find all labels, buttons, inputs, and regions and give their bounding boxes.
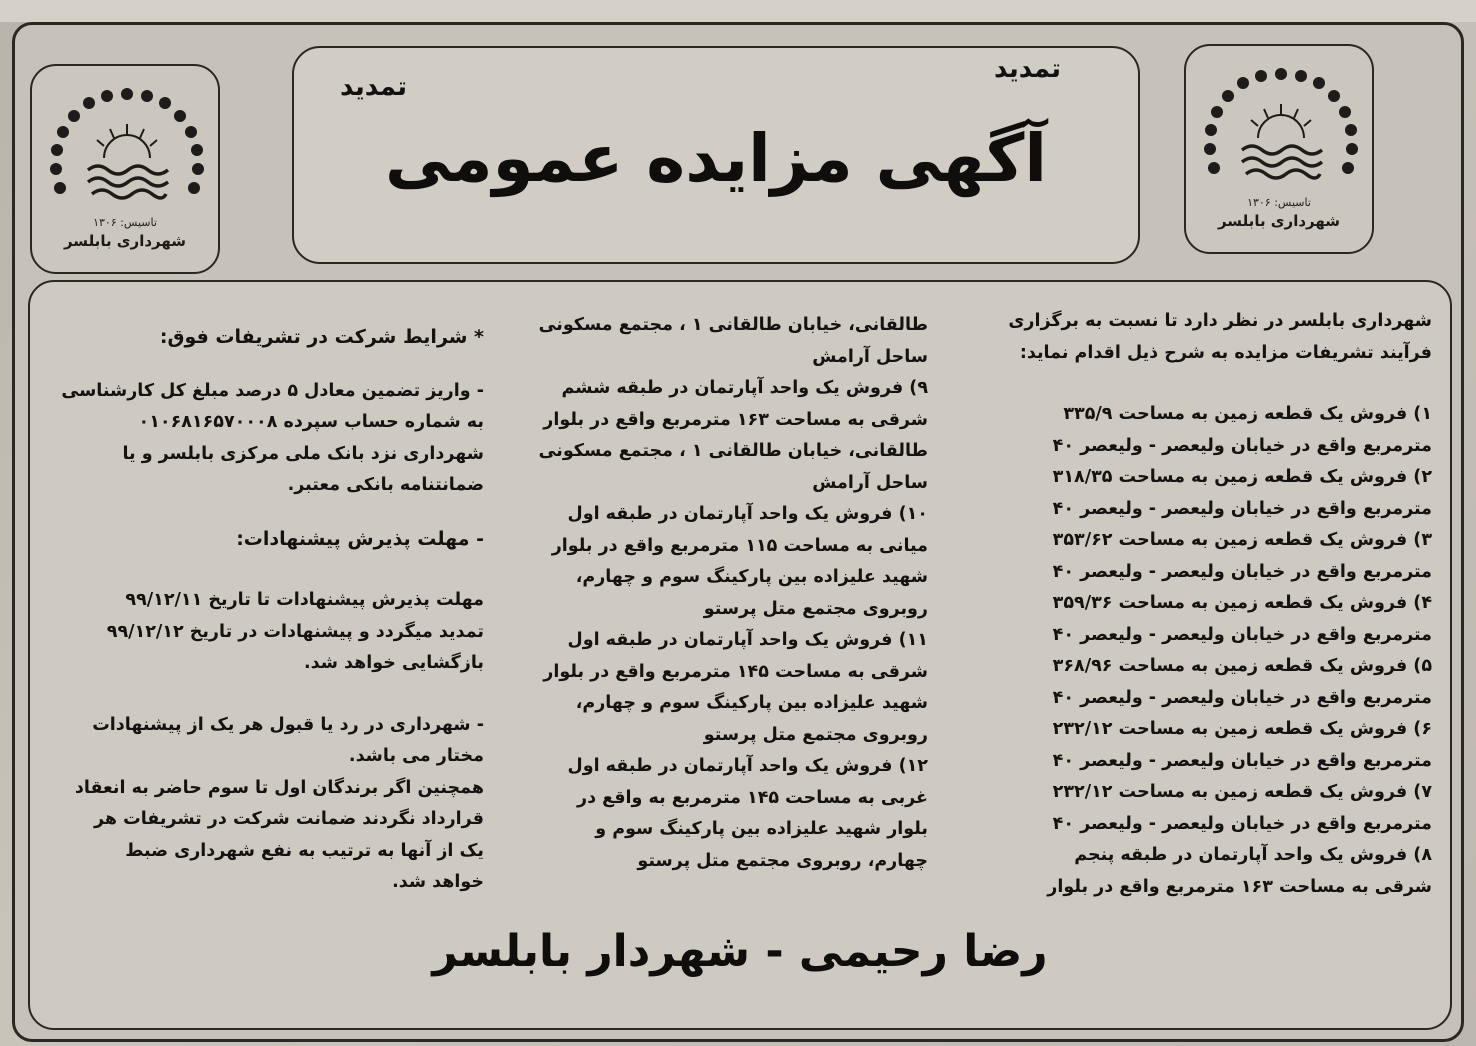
extension-label: تمدید	[340, 72, 407, 102]
item-line: ۹) فروش یک واحد آپارتمان در طبقه ششم	[561, 378, 928, 398]
page-title: آگهی مزایده عمومی	[384, 120, 1048, 197]
intro-line: شهرداری بابلسر در نظر دارد تا نسبت به برگزاری	[1008, 311, 1432, 331]
forfeit-line: قرارداد نگردند ضمانت شرکت در تشریفات هر	[94, 809, 484, 829]
item-line: شهید علیزاده بین پارکینگ سوم و چهارم،	[575, 693, 928, 713]
logo-city-text: شهرداری بابلسر	[1217, 212, 1341, 230]
item-line: مترمربع واقع در خیابان ولیعصر - ولیعصر ۴۰	[1052, 624, 1432, 645]
column-left	[42, 322, 484, 899]
item-line: مترمربع واقع در خیابان ولیعصر - ولیعصر ۴۰	[1052, 750, 1432, 771]
item-line: ۱۲) فروش یک واحد آپارتمان در طبقه اول	[567, 756, 928, 776]
item-line: چهارم، روبروی مجتمع متل پرستو	[637, 850, 928, 871]
municipality-logo-left	[30, 64, 220, 274]
guarantee-line: ضمانتنامه بانکی معتبر.	[287, 475, 484, 495]
item-line: بلوار شهید علیزاده بین پارکینگ سوم و	[595, 819, 928, 839]
item-line: ۱) فروش یک قطعه زمین به مساحت ۳۳۵/۹	[1063, 404, 1432, 424]
item-line: مترمربع واقع در خیابان ولیعصر - ولیعصر ۴۰	[1052, 435, 1432, 456]
item-line: شهید علیزاده بین پارکینگ سوم و چهارم،	[575, 567, 928, 587]
item-line: مترمربع واقع در خیابان ولیعصر - ولیعصر ۴۰	[1052, 813, 1432, 834]
deadline-line: بازگشایی خواهد شد.	[303, 653, 484, 673]
guarantee-line: شهرداری نزد بانک ملی مرکزی بابلسر و یا	[122, 443, 484, 464]
logo-city-text: شهرداری بابلسر	[63, 232, 187, 250]
deadline-line: مهلت پذیرش پیشنهادات تا تاریخ ۹۹/۱۲/۱۱	[125, 590, 484, 610]
item-line: شرقی به مساحت ۱۶۳ مترمربع واقع در بلوار	[1047, 876, 1432, 897]
item-line: میانی به مساحت ۱۱۵ مترمربع واقع در بلوار	[551, 535, 928, 556]
intro-line: فرآیند تشریفات مزایده به شرح ذیل اقدام نماید:	[1019, 342, 1432, 363]
logo-founded-text: تاسیس: ۱۳۰۶	[93, 216, 157, 229]
extension-label: تمدید	[994, 54, 1061, 84]
rights-line: مختار می باشد.	[348, 746, 484, 766]
item-line: ۵) فروش یک قطعه زمین به مساحت ۳۶۸/۹۶	[1052, 656, 1432, 676]
item-line: ساحل آرامش	[812, 346, 928, 367]
item-line: روبروی مجتمع متل پرستو	[703, 724, 928, 745]
item-line: ۱۱) فروش یک واحد آپارتمان در طبقه اول	[567, 630, 928, 650]
item-line: ۷) فروش یک قطعه زمین به مساحت ۲۳۲/۱۲	[1052, 782, 1432, 802]
guarantee-line: - واریز تضمین معادل ۵ درصد مبلغ کل کارشناسی	[61, 380, 484, 401]
item-line: ۱۰) فروش یک واحد آپارتمان در طبقه اول	[567, 504, 928, 524]
deadline-line: تمدید میگردد و پیشنهادات در تاریخ ۹۹/۱۲/۱۲	[106, 621, 484, 642]
item-line: ۸) فروش یک واحد آپارتمان در طبقه پنجم	[1074, 845, 1432, 865]
item-line: طالقانی، خیابان طالقانی ۱ ، مجتمع مسکونی	[538, 441, 928, 461]
item-line: ۲) فروش یک قطعه زمین به مساحت ۳۱۸/۳۵	[1052, 467, 1432, 487]
item-line: روبروی مجتمع متل پرستو	[703, 598, 928, 619]
deadline-heading: - مهلت پذیرش پیشنهادات:	[236, 527, 484, 550]
rights-line: - شهرداری در رد یا قبول هر یک از پیشنهادات	[92, 714, 484, 735]
conditions-heading: * شرایط شرکت در تشریفات فوق:	[159, 326, 484, 348]
forfeit-line: همچنین اگر برندگان اول تا سوم حاضر به انعقاد	[74, 777, 484, 798]
column-right	[944, 306, 1432, 903]
forfeit-line: خواهد شد.	[392, 872, 484, 892]
item-line: مترمربع واقع در خیابان ولیعصر - ولیعصر ۴۰	[1052, 561, 1432, 582]
logo-founded-text: تاسیس: ۱۳۰۶	[1247, 196, 1311, 209]
item-line: ۴) فروش یک قطعه زمین به مساحت ۳۵۹/۳۶	[1052, 593, 1432, 613]
item-line: مترمربع واقع در خیابان ولیعصر - ولیعصر ۴۰	[1052, 687, 1432, 708]
item-line: ۳) فروش یک قطعه زمین به مساحت ۳۵۳/۶۲	[1052, 530, 1432, 550]
item-line: طالقانی، خیابان طالقانی ۱ ، مجتمع مسکونی	[538, 315, 928, 335]
signature: رضا رحیمی - شهردار بابلسر	[432, 926, 1048, 977]
column-middle	[502, 310, 928, 877]
item-line: ساحل آرامش	[812, 472, 928, 493]
item-line: غربی به مساحت ۱۴۵ مترمربع به واقع در	[577, 787, 928, 808]
item-line: مترمربع واقع در خیابان ولیعصر - ولیعصر ۴۰	[1052, 498, 1432, 519]
item-line: شرقی به مساحت ۱۴۵ مترمربع واقع در بلوار	[543, 661, 928, 682]
forfeit-line: یک از آنها به ترتیب به نفع شهرداری ضبط	[125, 840, 484, 861]
item-line: ۶) فروش یک قطعه زمین به مساحت ۲۳۲/۱۲	[1052, 719, 1432, 739]
item-line: شرقی به مساحت ۱۶۳ مترمربع واقع در بلوار	[543, 409, 928, 430]
page-top-strip	[0, 0, 1476, 22]
municipality-logo-right	[1184, 44, 1374, 254]
guarantee-line: به شماره حساب سپرده ۰۱۰۶۸۱۶۵۷۰۰۰۸	[138, 412, 484, 432]
